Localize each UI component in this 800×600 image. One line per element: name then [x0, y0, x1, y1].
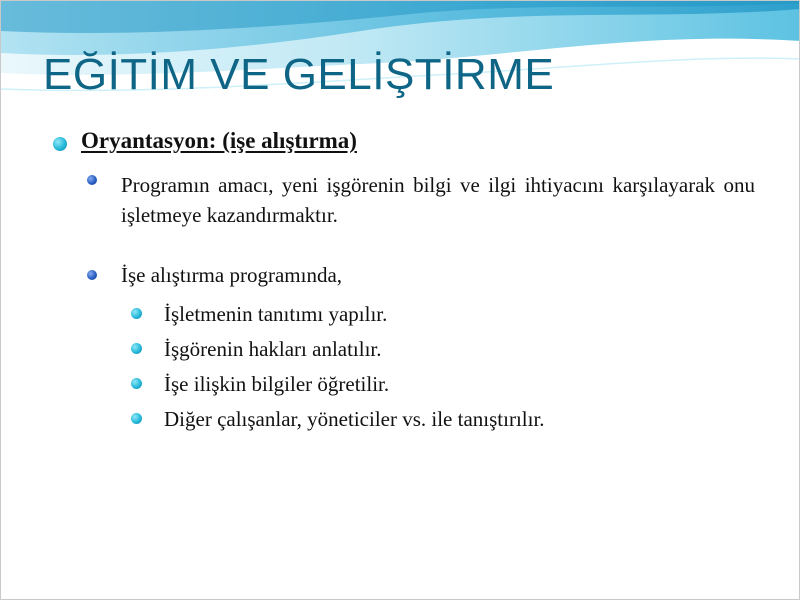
list-item: Programın amacı, yeni işgörenin bilgi ve ilgi ihtiyacını karşılayarak onu işletmeye kazandırmaktır. [121, 173, 755, 227]
bullet-icon [131, 413, 142, 424]
sub-list-item: İşe ilişkin bilgiler öğretilir. [164, 372, 390, 396]
bullet-icon [87, 270, 97, 280]
bullet-icon [87, 175, 97, 185]
slide-title: EĞİTİM VE GELİŞTİRME [43, 50, 555, 99]
bullet-icon [131, 378, 142, 389]
list-item: İşe alıştırma programında, [121, 263, 343, 287]
sub-list-item: Diğer çalışanlar, yöneticiler vs. ile tanıştırılır. [164, 407, 545, 431]
bullet-icon [131, 343, 142, 354]
bullet-icon [53, 137, 67, 151]
section-heading: Oryantasyon: (işe alıştırma) [81, 128, 357, 153]
sub-list-item: İşgörenin hakları anlatılır. [164, 337, 382, 361]
bullet-icon [131, 308, 142, 319]
sub-list-item: İşletmenin tanıtımı yapılır. [164, 302, 388, 326]
